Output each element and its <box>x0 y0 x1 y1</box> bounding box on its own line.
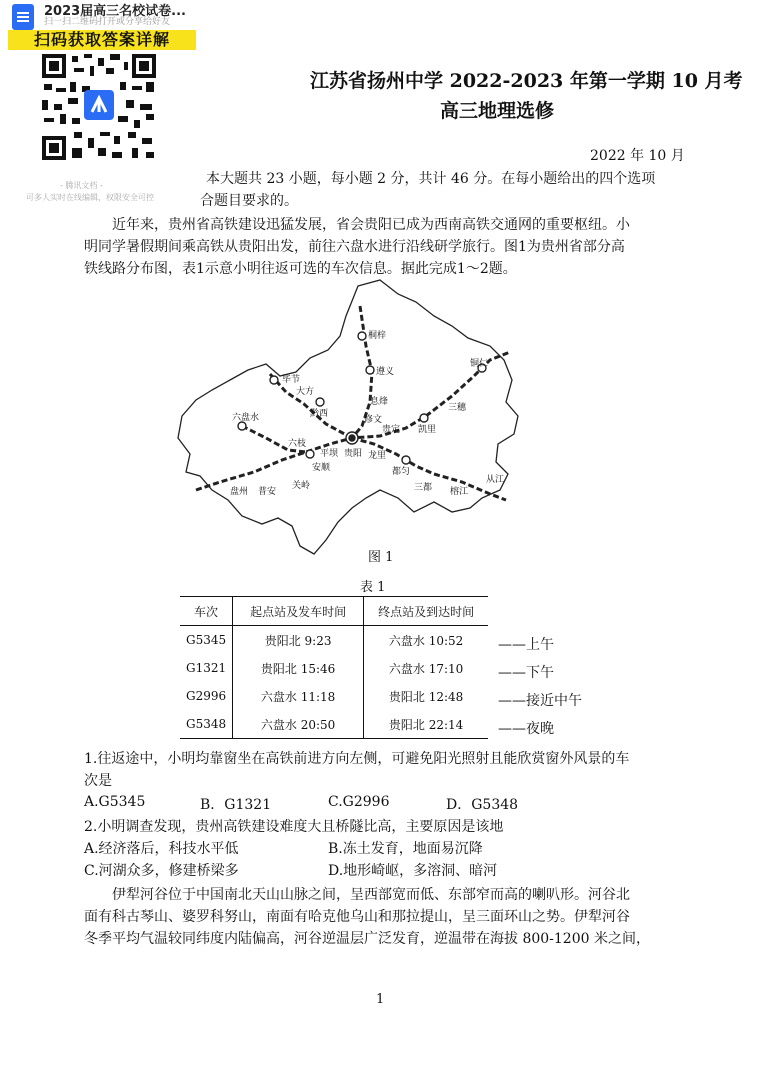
figure-caption: 图 1 <box>368 550 394 565</box>
q2-option-a[interactable]: A.经济落后，科技水平低 <box>84 841 239 857</box>
label-sansui: 三穗 <box>448 403 467 413</box>
label-pingba: 平坝 <box>320 449 339 459</box>
question-1-stem-cont: 次是 <box>84 773 112 789</box>
q1-option-d[interactable]: D．G5348 <box>446 797 519 813</box>
station-liupanshui <box>238 422 246 430</box>
passage2-line-1: 伊犁河谷位于中国南北天山山脉之间，呈西部宽而低、东部窄而高的喇叭形。河谷北 <box>112 887 630 903</box>
label-bijie: 毕节 <box>282 375 301 385</box>
instructions-line-1: 本大题共 23 小题，每小题 2 分，共计 46 分。在每小题给出的四个选项 <box>206 171 656 187</box>
passage2-line-2: 面有科古琴山、婆罗科努山，南面有哈克他乌山和那拉提山，呈三面环山之势。伊犁河谷 <box>84 909 630 925</box>
shared-doc-subtitle: 扫一扫二维码打开或分享给好友 <box>44 17 171 27</box>
table-caption: 表 1 <box>360 580 386 595</box>
watermark-brand: - 腾讯文档 - <box>60 181 103 190</box>
qr-code-icon[interactable] <box>40 52 158 162</box>
q2-option-b[interactable]: B.冻土发育，地面易沉降 <box>328 841 483 857</box>
exam-subtitle: 高三地理选修 <box>440 100 555 122</box>
station-zunyi <box>366 366 374 374</box>
label-sandu: 三都 <box>414 483 433 493</box>
q2-option-d[interactable]: D.地形崎岖，多溶洞、暗河 <box>328 863 498 879</box>
q2-option-c[interactable]: C.河湖众多，修建桥梁多 <box>84 863 239 879</box>
table-header-row <box>180 597 488 626</box>
station-duyun <box>402 456 410 464</box>
province-outline <box>178 280 518 554</box>
cell-departure: 贵阳北 15:46 <box>233 654 364 682</box>
label-liupanshui: 六盘水 <box>232 413 260 423</box>
passage2-line-3: 冬季平均气温较同纬度内陆偏高，河谷逆温层广泛发育，逆温带在海拔 800-1200 米之间， <box>84 931 650 947</box>
label-tongren: 铜仁 <box>470 359 489 369</box>
q1-option-a[interactable]: A.G5345 <box>84 794 146 810</box>
label-duyun: 都匀 <box>392 467 411 477</box>
cell-departure: 六盘水 20:50 <box>233 710 364 739</box>
cell-arrival: 六盘水 10:52 <box>388 633 464 648</box>
cell-train-no: G1321 <box>180 654 233 682</box>
question-2-stem: 2.小明调查发现，贵州高铁建设难度大且桥隧比高，主要原因是该地 <box>84 819 504 835</box>
cell-train-no: G5345 <box>180 626 233 655</box>
label-qianxi: 黔西 <box>310 409 329 419</box>
passage1-line-3: 铁线路分布图，表1示意小明往返可选的车次信息。据此完成1～2题。 <box>84 261 517 277</box>
label-guiding: 贵定 <box>382 425 401 435</box>
instructions-line-2: 合题目要求的。 <box>200 193 298 209</box>
cell-train-no: G5348 <box>180 710 233 739</box>
label-puan: 普安 <box>258 487 277 497</box>
q1-option-b[interactable]: B．G1321 <box>200 797 272 813</box>
page-number: 1 <box>376 992 385 1007</box>
label-xifeng: 息烽 <box>370 397 389 407</box>
label-guanling: 关岭 <box>292 481 311 491</box>
passage1-line-2: 明同学暑假期间乘高铁从贵阳出发，前往六盘水进行沿线研学旅行。图1为贵州省部分高 <box>84 239 625 255</box>
station-tongzi <box>358 332 366 340</box>
cell-arrival: 六盘水 17:10 <box>388 661 464 676</box>
station-qianxi <box>316 398 324 406</box>
q1-option-c[interactable]: C.G2996 <box>328 794 390 810</box>
label-xiuwen: 修文 <box>364 415 383 425</box>
label-zunyi: 遵义 <box>376 367 395 377</box>
cell-departure: 六盘水 11:18 <box>233 682 364 710</box>
label-guiyang: 贵阳 <box>344 449 363 459</box>
label-congjiang: 从江 <box>486 475 505 485</box>
label-rongjiang: 榕江 <box>450 487 469 497</box>
cell-train-no: G2996 <box>180 682 233 710</box>
label-dafang: 大方 <box>296 387 315 397</box>
header-arrival: 终点站及到达时间 <box>364 597 489 626</box>
label-longli: 龙里 <box>368 451 387 461</box>
label-panzhou: 盘州 <box>230 487 249 497</box>
table-note: ——接近中午 <box>498 693 582 709</box>
train-schedule-table <box>180 596 488 739</box>
document-app-icon <box>12 4 34 30</box>
label-tongzi: 桐梓 <box>368 331 387 341</box>
cell-arrival: 贵阳北 12:48 <box>388 689 464 704</box>
header-departure: 起点站及发车时间 <box>233 597 364 626</box>
cell-departure: 贵阳北 9:23 <box>233 626 364 655</box>
table-row <box>180 710 488 739</box>
watermark-text: 可多人实时在线编辑，权限安全可控 <box>26 193 154 202</box>
station-kaili <box>420 414 428 422</box>
label-kaili: 凯里 <box>418 425 437 435</box>
passage1-line-1: 近年来，贵州省高铁建设迅猛发展，省会贵阳已成为西南高铁交通网的重要枢纽。小 <box>112 217 630 233</box>
header-train-no: 车次 <box>180 597 233 626</box>
exam-date: 2022 年 10 月 <box>590 148 685 164</box>
label-anshun: 安顺 <box>312 463 331 473</box>
question-1-stem: 1.往返途中，小明均靠窗坐在高铁前进方向左侧，可避免阳光照射且能欣赏窗外风景的车 <box>84 751 630 767</box>
table-note: ——下午 <box>498 665 554 681</box>
cell-arrival: 贵阳北 22:14 <box>364 710 489 739</box>
table-row <box>180 626 488 655</box>
label-liuzhi: 六枝 <box>288 439 307 449</box>
table-row <box>180 654 488 682</box>
station-anshun <box>306 450 314 458</box>
guizhou-rail-map <box>170 276 530 566</box>
shared-doc-title[interactable]: 2023届高三名校试卷... <box>44 4 186 19</box>
table-row <box>180 682 488 710</box>
table-note: ——夜晚 <box>498 721 554 737</box>
exam-title: 江苏省扬州中学 2022-2023 年第一学期 10 月考 <box>310 70 743 92</box>
table-note: ——上午 <box>498 637 554 653</box>
station-bijie <box>270 376 278 384</box>
scan-for-answers-banner: 扫码获取答案详解 <box>8 30 196 50</box>
